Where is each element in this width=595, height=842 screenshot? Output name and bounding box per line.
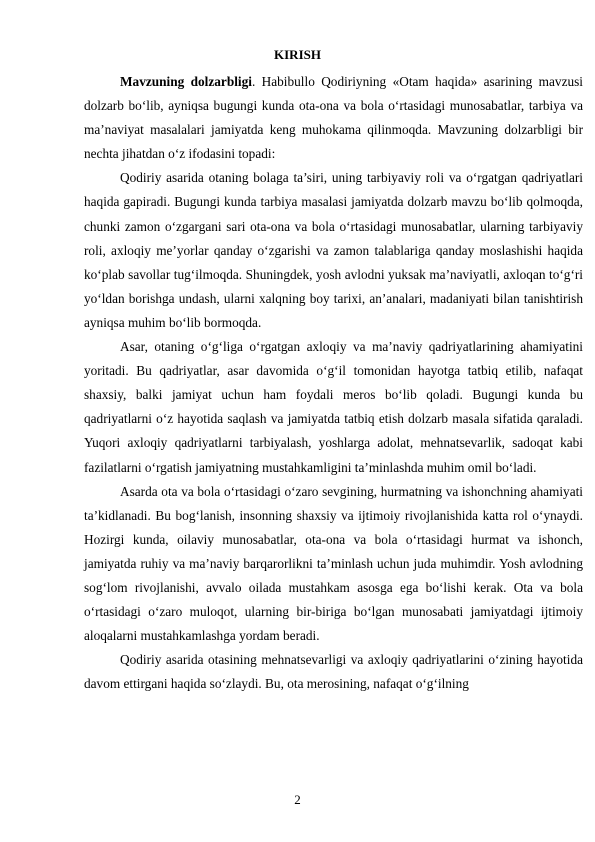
paragraph: Asar, otaning o‘g‘liga o‘rgatgan axloqiy va ma’naviy qadriyatlarining ahamiyatini yoritadi. Bu qadriyatlar, asar davomida o‘g‘il tomonidan hayotga tatbiq etilib, nafaqat shaxsiy, balki jamiyat uchun ham foydali meros bo‘lib qoladi. Bugungi kunda bu qadriyatlarni o‘z hayotida saqlash va jamiyatda tatbiq etish dolzarb masala sifatida qaraladi. Yuqori axloqiy qadriyatlarni tarbiyalash, yoshlarga adolat, mehnatsevarlik, sadoqat kabi fazilatlarni o‘rgatish jamiyatning mustahkamligini ta’minlashda muhim omil bo‘ladi. xyxy=(84,339,583,475)
body-text xyxy=(84,70,583,696)
page-number: 2 xyxy=(294,792,301,807)
paragraph-intro xyxy=(84,70,583,166)
paragraph-intro-text: . Habibullo Qodiriyning «Otam haqida» asarining mavzusi dolzarb bo‘lib, ayniqsa bugungi kunda ota-ona va bola o‘rtasidagi munosabatlar, tarbiya va ma’naviyat masalalari jamiyatda keng muhokama qilinmoqda. Mavzuning dolzarbligi bir nechta jihatdan o‘z ifodasini topadi: xyxy=(84,74,583,162)
paragraph: Qodiriy asarida otaning bolaga ta’siri, uning tarbiyaviy roli va o‘rgatgan qadriyatlari haqida gapiradi. Bugungi kunda tarbiya masalasi jamiyatda dolzarb mavzu bo‘lib qolmoqda, chunki zamon o‘zgargani sari ota-ona va bola o‘rtasidagi munosabatlar, ularning tarbiyaviy roli, axloqiy me’yorlar qanday o‘zgarishi va zamon talablariga qanday moslashishi haqida ko‘plab savollar tug‘ilmoqda. Shuningdek, yosh avlodni yuksak ma’naviyatli, axloqan to‘g‘ri yo‘ldan borishga undash, ularni xalqning boy tarixi, an’analari, madaniyati bilan tanishtirish ayniqsa muhim bo‘lib bormoqda. xyxy=(84,170,583,330)
paragraph: Qodiriy asarida otasining mehnatsevarligi va axloqiy qadriyatlarini o‘zining hayotida davom ettirgani haqida so‘zlaydi. Bu, ota merosining, nafaqat o‘g‘ilning xyxy=(84,652,583,692)
section-title: KIRISH xyxy=(274,47,321,62)
paragraph-lead: Mavzuning dolzarbligi xyxy=(120,74,252,89)
paragraph: Asarda ota va bola o‘rtasidagi o‘zaro sevgining, hurmatning va ishonchning ahamiyati ta’kidlanadi. Bu bog‘lanish, insonning shaxsiy va ijtimoiy rivojlanishida katta rol o‘ynaydi. Hozirgi kunda, oilaviy munosabatlar, ota-ona va bola o‘rtasidagi hurmat va ishonch, jamiyatda ruhiy va ma’naviy barqarorlikni ta’minlash uchun juda muhimdir. Yosh avlodning sog‘lom rivojlanishi, avvalo oilada mustahkam asosga ega bo‘lishi kerak. Ota va bola o‘rtasidagi o‘zaro muloqot, ularning bir-biriga bo‘lgan munosabati jamiyatdagi ijtimoiy aloqalarni mustahkamlashga yordam beradi. xyxy=(84,483,583,644)
